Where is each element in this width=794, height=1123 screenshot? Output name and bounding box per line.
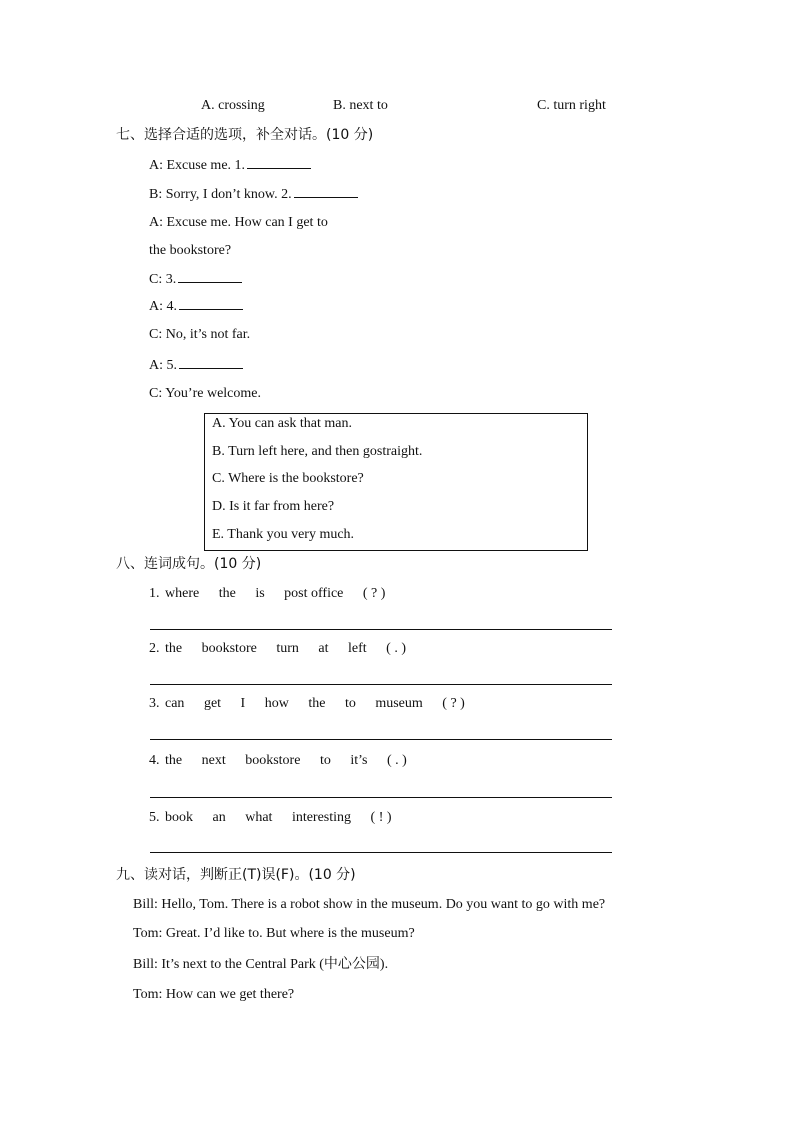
word-order-item-3 — [149, 695, 465, 713]
dialogue-line-4 — [149, 242, 231, 260]
item-number: 4. — [149, 753, 160, 768]
dialogue-text: C: You’re welcome. — [149, 386, 261, 401]
word-order-item-5 — [149, 809, 392, 827]
dialogue-line-6 — [149, 297, 243, 316]
dialogue-line-7 — [149, 326, 250, 344]
answer-blank[interactable] — [179, 356, 243, 369]
word: the — [308, 696, 326, 711]
punctuation: ( . ) — [386, 753, 407, 768]
answer-line-1[interactable] — [150, 629, 612, 630]
answer-line-2[interactable] — [150, 684, 612, 685]
section8-title: 八、连词成句。(10 分) — [116, 556, 262, 572]
option-a: A. You can ask that man. — [212, 416, 352, 431]
answer-blank[interactable] — [178, 270, 242, 283]
dialogue-line-1 — [149, 156, 311, 175]
word: get — [203, 696, 222, 711]
word: bookstore — [245, 753, 301, 768]
item-number: 5. — [149, 810, 160, 825]
dialogue-line-3 — [149, 214, 328, 232]
dialogue-text: B: Sorry, I don’t know. 2. — [149, 187, 292, 202]
dialogue-text: C: No, it’s not far. — [149, 327, 251, 342]
item-number: 1. — [149, 586, 160, 601]
word: interesting — [291, 810, 352, 825]
word: the — [218, 586, 236, 601]
word: post office — [284, 586, 344, 601]
item-number: 3. — [149, 696, 160, 711]
word: can — [165, 696, 185, 711]
dialogue-text: A: Excuse me. 1. — [149, 158, 246, 173]
word: the — [165, 641, 183, 656]
option-d: D. Is it far from here? — [212, 499, 335, 514]
dialogue-line-9 — [149, 385, 261, 403]
answer-blank[interactable] — [179, 297, 243, 310]
answer-line-3[interactable] — [150, 739, 612, 740]
punctuation: ( . ) — [386, 641, 406, 656]
top-option-a: A. crossing — [201, 98, 265, 113]
answer-blank[interactable] — [294, 185, 358, 198]
punctuation: ( ? ) — [442, 696, 465, 711]
dialogue-text: C: 3. — [149, 272, 177, 287]
dialogue-text: A: Excuse me. How can I get to — [149, 215, 328, 230]
word-order-item-1 — [149, 585, 385, 603]
word: book — [165, 810, 193, 825]
dialogue-line-5 — [149, 270, 242, 289]
dialogue-text: the bookstore? — [149, 243, 232, 258]
option-c: C. Where is the bookstore? — [212, 471, 364, 486]
word: the — [165, 753, 183, 768]
reading-line-3: Bill: It’s next to the Central Park (中心公园). — [133, 957, 389, 972]
reading-line-4: Tom: How can we get there? — [133, 987, 295, 1002]
word: to — [344, 696, 356, 711]
top-option-b: B. next to — [333, 98, 388, 113]
punctuation: ( ! ) — [370, 810, 392, 825]
word: what — [245, 810, 273, 825]
answer-line-4[interactable] — [150, 797, 612, 798]
reading-line-1: Bill: Hello, Tom. There is a robot show in the museum. Do you want to go with me? — [133, 897, 606, 912]
word: how — [264, 696, 289, 711]
word: next — [201, 753, 226, 768]
item-number: 2. — [149, 641, 160, 656]
punctuation: ( ? ) — [362, 586, 386, 601]
option-b: B. Turn left here, and then gostraight. — [212, 444, 423, 459]
section7-title: 七、选择合适的选项，补全对话。(10 分) — [116, 127, 374, 143]
word: is — [255, 586, 265, 601]
dialogue-text: A: 4. — [149, 299, 177, 314]
word: museum — [375, 696, 423, 711]
word-order-item-2 — [149, 640, 406, 658]
word: an — [212, 810, 226, 825]
word: bookstore — [201, 641, 257, 656]
word: I — [240, 696, 246, 711]
word: it’s — [350, 753, 368, 768]
option-e: E. Thank you very much. — [212, 527, 355, 542]
word: at — [318, 641, 329, 656]
word: turn — [276, 641, 299, 656]
word: to — [319, 753, 331, 768]
top-option-c: C. turn right — [537, 98, 606, 113]
section9-title: 九、读对话，判断正(T)误(F)。(10 分) — [116, 867, 356, 883]
reading-line-2: Tom: Great. I’d like to. But where is the museum? — [133, 926, 415, 941]
word: left — [348, 641, 367, 656]
word-order-item-4 — [149, 752, 407, 770]
answer-blank[interactable] — [247, 156, 311, 169]
answer-line-5[interactable] — [150, 852, 612, 853]
dialogue-line-2 — [149, 185, 358, 204]
word: where — [165, 586, 200, 601]
dialogue-text: A: 5. — [149, 358, 177, 373]
dialogue-line-8 — [149, 356, 243, 375]
